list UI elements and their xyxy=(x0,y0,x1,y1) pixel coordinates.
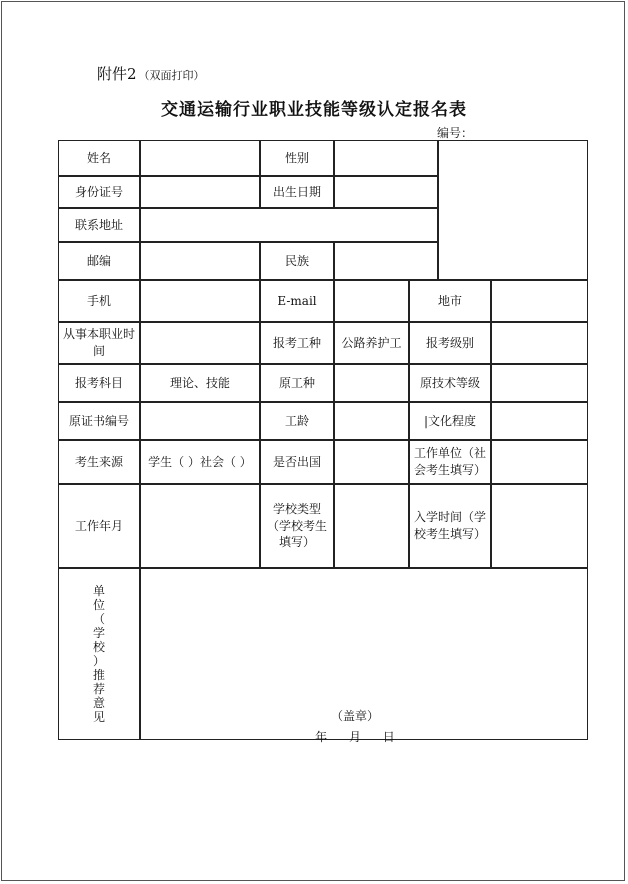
apply-trade-value: 公路养护工 xyxy=(334,322,409,364)
education-label: |文化程度 xyxy=(409,402,491,440)
form-title: 交通运输行业职业技能等级认定报名表 xyxy=(161,100,467,120)
attachment-note: （双面打印） xyxy=(138,69,205,82)
work-years-field[interactable] xyxy=(334,402,409,440)
cert-number-field[interactable] xyxy=(140,402,260,440)
registration-form xyxy=(58,140,588,740)
enroll-date-label: 入学时间（学校考生填写） xyxy=(409,484,491,568)
recommend-char: 荐 xyxy=(92,682,105,696)
recommend-char: 校 xyxy=(92,640,105,654)
email-field[interactable] xyxy=(334,280,409,322)
recommend-char: ） xyxy=(92,654,105,668)
recommend-char: 单 xyxy=(92,584,105,598)
original-trade-field[interactable] xyxy=(334,364,409,402)
id-number-field[interactable] xyxy=(140,176,260,208)
cert-number-label: 原证书编号 xyxy=(58,402,140,440)
source-label: 考生来源 xyxy=(58,440,140,484)
address-field[interactable] xyxy=(140,208,438,242)
ethnicity-label: 民族 xyxy=(260,242,334,280)
birth-date-label: 出生日期 xyxy=(260,176,334,208)
name-label: 姓名 xyxy=(58,140,140,176)
address-label: 联系地址 xyxy=(58,208,140,242)
apply-level-field[interactable] xyxy=(491,322,588,364)
recommend-char: 学 xyxy=(92,626,105,640)
recommend-char: （ xyxy=(92,612,105,626)
apply-trade-label: 报考工种 xyxy=(260,322,334,364)
phone-field[interactable] xyxy=(140,280,260,322)
recommend-char: 见 xyxy=(92,710,105,724)
education-field[interactable] xyxy=(491,402,588,440)
work-date-label: 工作年月 xyxy=(58,484,140,568)
work-years-label: 工龄 xyxy=(260,402,334,440)
subject-value: 理论、技能 xyxy=(140,364,260,402)
email-label: E-mail xyxy=(260,280,334,322)
date-label: 年 月 日 xyxy=(315,730,395,744)
phone-label: 手机 xyxy=(58,280,140,322)
recommend-char: 推 xyxy=(92,668,105,682)
city-field[interactable] xyxy=(491,280,588,322)
id-number-label: 身份证号 xyxy=(58,176,140,208)
original-trade-label: 原工种 xyxy=(260,364,334,402)
original-grade-field[interactable] xyxy=(491,364,588,402)
postcode-field[interactable] xyxy=(140,242,260,280)
employer-label: 工作单位（社会考生填写） xyxy=(409,440,491,484)
abroad-label: 是否出国 xyxy=(260,440,334,484)
school-type-field[interactable] xyxy=(334,484,409,568)
recommend-char: 意 xyxy=(92,696,105,710)
name-field[interactable] xyxy=(140,140,260,176)
recommendation-label xyxy=(58,568,140,740)
gender-field[interactable] xyxy=(334,140,438,176)
recommend-char: 位 xyxy=(92,598,105,612)
seal-label: （盖章） xyxy=(330,709,379,723)
source-value[interactable]: 学生（ ）社会（ ） xyxy=(140,440,260,484)
original-grade-label: 原技术等级 xyxy=(409,364,491,402)
occupation-time-label: 从事本职业时间 xyxy=(58,322,140,364)
work-date-field[interactable] xyxy=(140,484,260,568)
apply-level-label: 报考级别 xyxy=(409,322,491,364)
birth-date-field[interactable] xyxy=(334,176,438,208)
photo-area xyxy=(438,140,588,280)
occupation-time-field[interactable] xyxy=(140,322,260,364)
attachment-number: 附件2 xyxy=(97,65,137,83)
subject-label: 报考科目 xyxy=(58,364,140,402)
enroll-date-field[interactable] xyxy=(491,484,588,568)
seal-block xyxy=(270,707,440,745)
abroad-field[interactable] xyxy=(334,440,409,484)
gender-label: 性别 xyxy=(260,140,334,176)
school-type-label: 学校类型（学校考生填写） xyxy=(260,484,334,568)
attachment-label xyxy=(97,63,205,84)
ethnicity-field[interactable] xyxy=(334,242,438,280)
employer-field[interactable] xyxy=(491,440,588,484)
city-label: 地市 xyxy=(409,280,491,322)
serial-number-label: 编号： xyxy=(437,126,474,140)
recommendation-vertical-text xyxy=(93,584,105,724)
postcode-label: 邮编 xyxy=(58,242,140,280)
